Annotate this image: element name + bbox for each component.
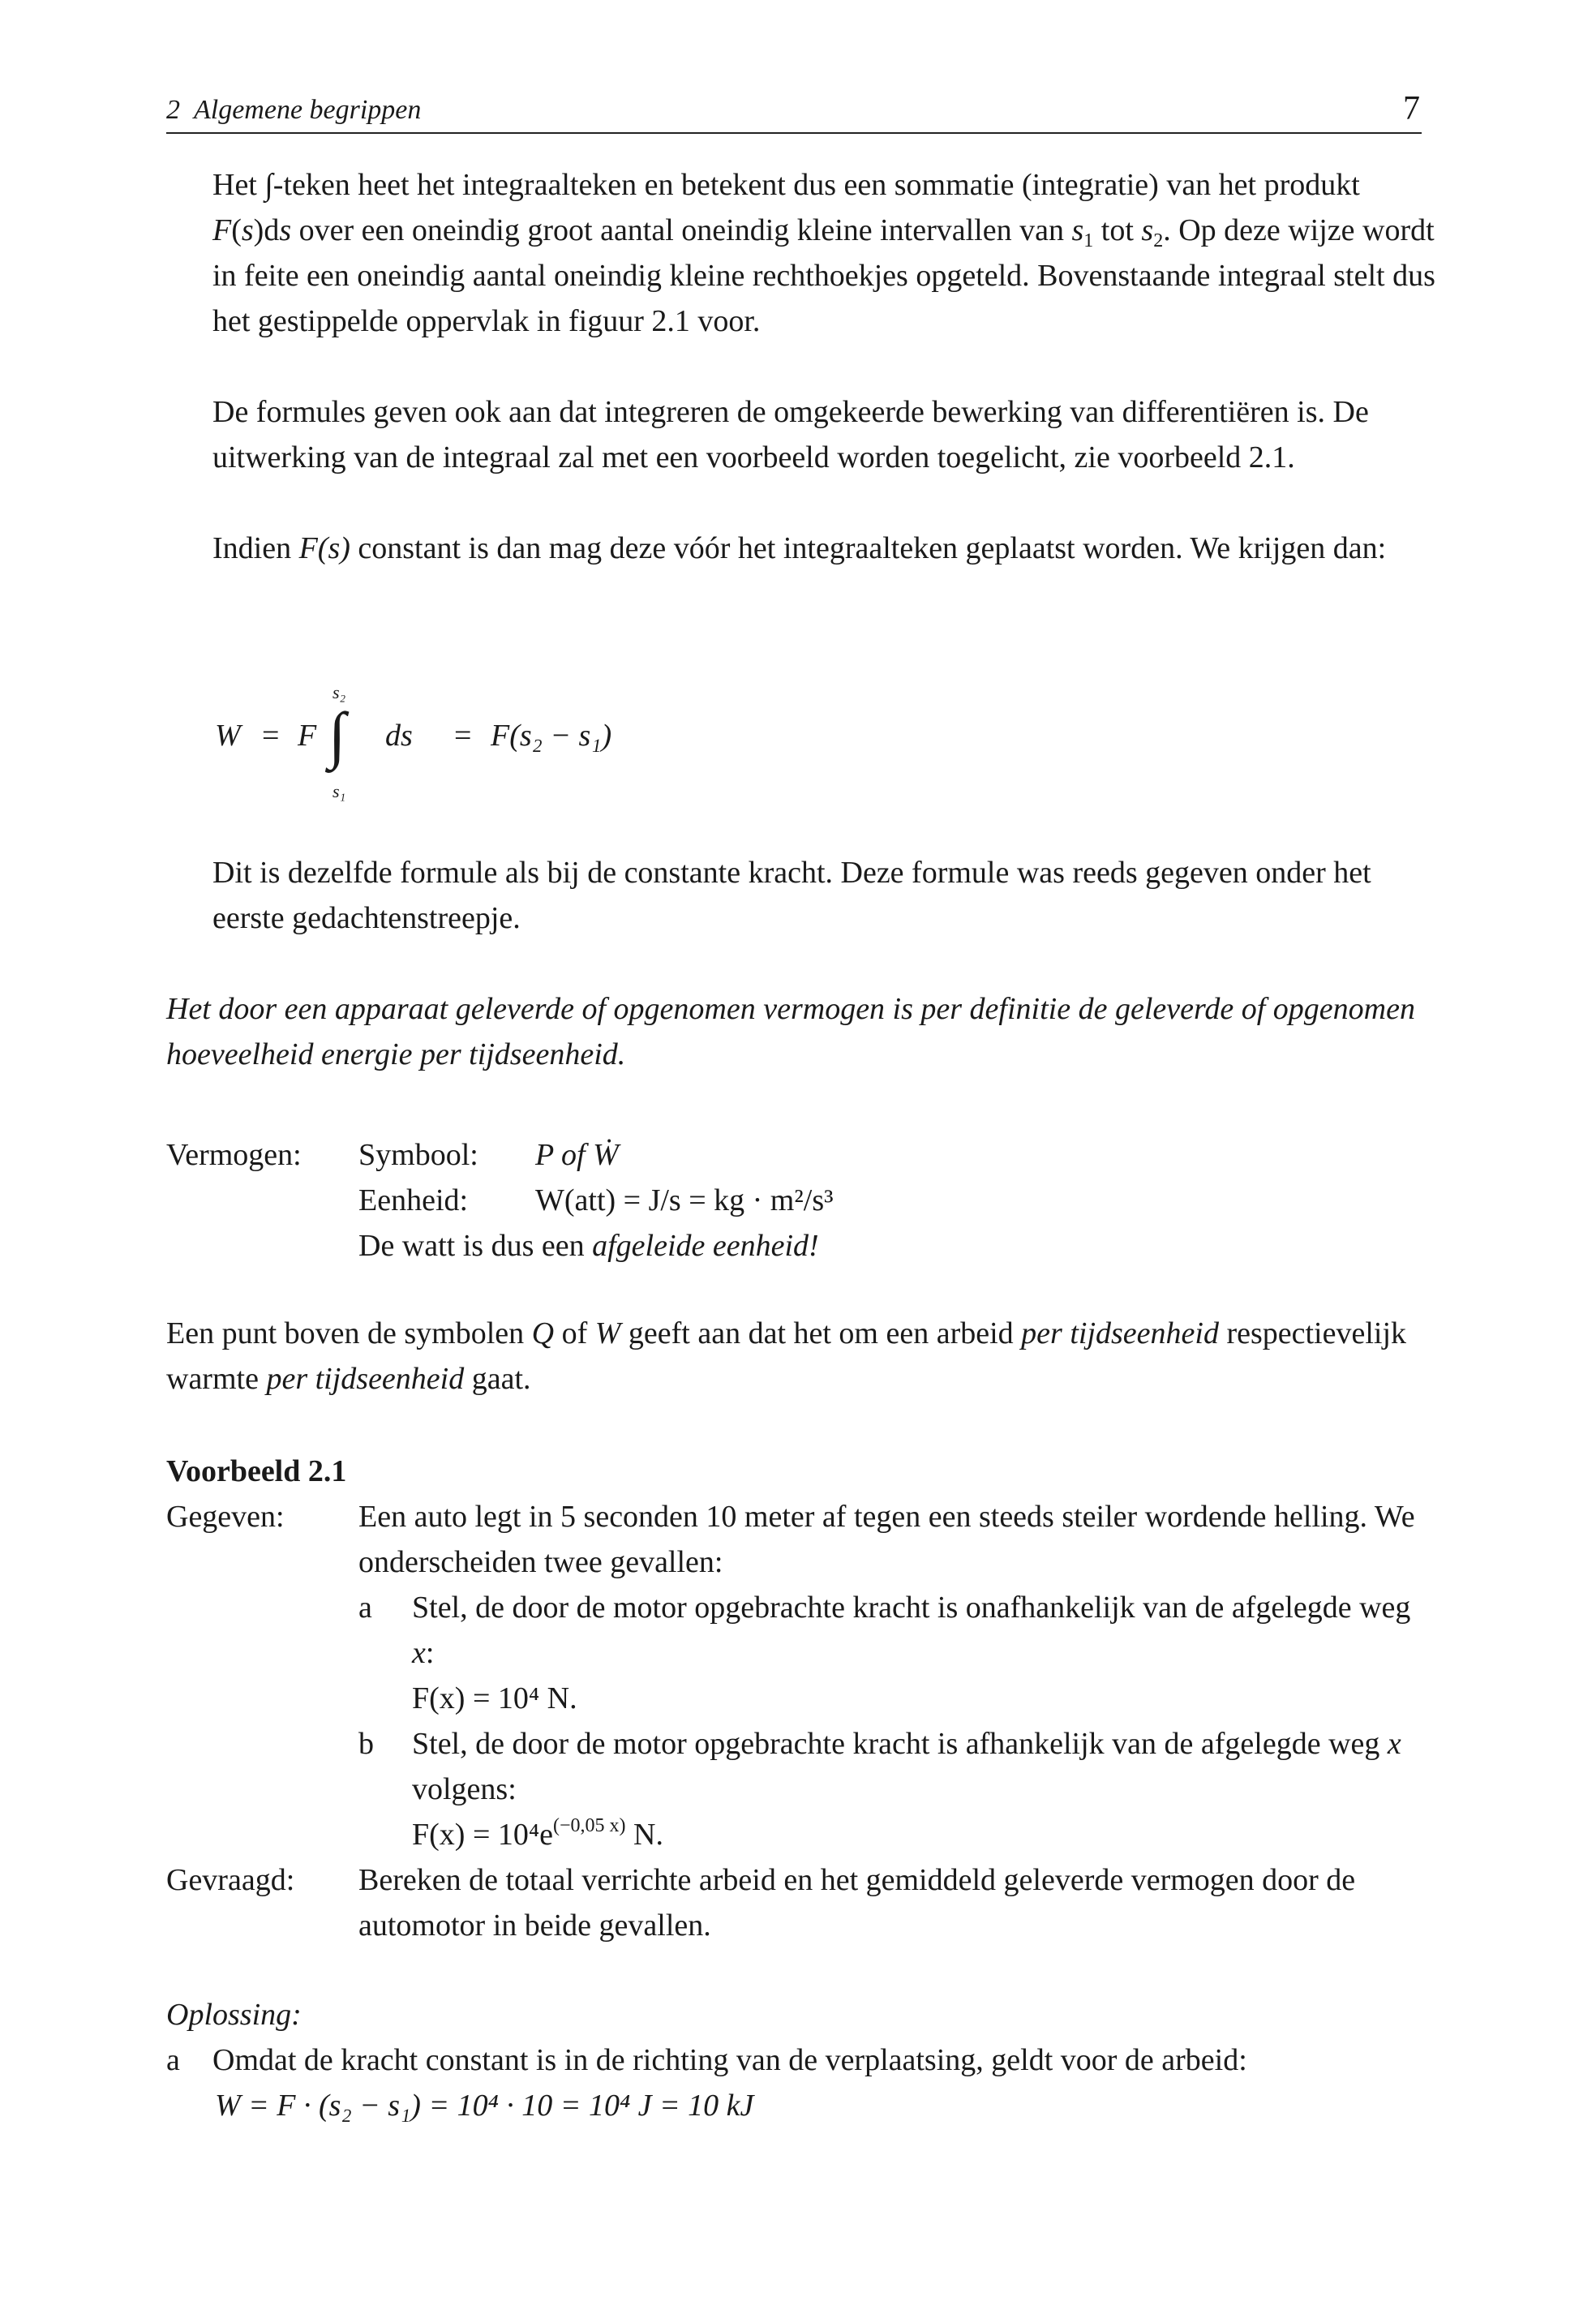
example-title: Voorbeeld 2.1 bbox=[166, 1454, 347, 1488]
paragraph-integral-sign: Het ∫-teken heet het integraalteken en betekent dus een sommatie (integratie) van het produkt F(s)ds over een oneindig groot aantal oneindig kleine intervallen van $s_1$ tot $s_2$. Op deze wijze wordt in feite een oneindig aantal oneindig kleine rechthoekjes opgeteld. Bovenstaande integraal stelt dus het gestippelde oppervlak in figuur 2.1 voor. bbox=[212, 168, 1435, 338]
paragraph-dot-notation: Een punt boven de symbolen Q of W geeft aan dat het om een arbeid per tijdseenheid respectievelijk warmte per tijdseenheid gaat. bbox=[166, 1316, 1407, 1396]
formula-work-integral: W = F s₂ ∫ s₁ ds = F(s₂ − s₁) bbox=[215, 682, 612, 801]
solution-a-letter: a bbox=[166, 2043, 180, 2077]
header-rule bbox=[166, 132, 1422, 134]
paragraph-same-formula: Dit is dezelfde formule als bij de constante kracht. Deze formule was reeds gegeven onder het eerste gedachtenstreepje. bbox=[212, 856, 1371, 935]
asked-text: Bereken de totaal verrichte arbeid en het gemiddeld geleverde vermogen door de automotor in beide gevallen. bbox=[358, 1863, 1356, 1943]
solution-a-formula: W = F · (s₂ − s₁) = 10⁴ · 10 = 10⁴ J = 10 kJ bbox=[215, 2089, 754, 2123]
case-a-text: Stel, de door de motor opgebrachte kracht is onafhankelijk van de afgelegde weg x: bbox=[412, 1591, 1411, 1670]
integral-sign-icon: ∫ bbox=[328, 699, 346, 770]
symbol-label: Symbool: bbox=[358, 1138, 478, 1172]
chapter-title: Algemene begrippen bbox=[194, 95, 422, 125]
solution-title: Oplossing: bbox=[166, 1998, 302, 2032]
integral-lower-limit: s₁ bbox=[332, 781, 346, 801]
case-a-formula: F(x) = 10⁴ N. bbox=[412, 1681, 577, 1715]
asked-label: Gevraagd: bbox=[166, 1863, 295, 1897]
vermogen-label: Vermogen: bbox=[166, 1138, 302, 1172]
case-b-formula: $F(x) = 10^4e^{(-0,05 x)}$ N. bbox=[412, 1815, 663, 1852]
page-number: 7 bbox=[1403, 90, 1420, 127]
chapter-number: 2 bbox=[166, 95, 180, 125]
given-label: Gegeven: bbox=[166, 1500, 285, 1534]
unit-label: Eenheid: bbox=[358, 1183, 469, 1217]
unit-value: W(att) = J/s = kg · m²/s³ bbox=[535, 1183, 834, 1217]
paragraph-constant-force: Indien F(s) constant is dan mag deze vóór het integraalteken geplaatst worden. We krijgen dan: bbox=[212, 531, 1387, 565]
case-b-text: Stel, de door de motor opgebrachte kracht is afhankelijk van de afgelegde weg x volgens: bbox=[412, 1727, 1401, 1806]
symbol-value: P of Ẇ bbox=[535, 1138, 619, 1172]
given-text: Een auto legt in 5 seconden 10 meter af tegen een steeds steiler wordende helling. We onderscheiden twee gevallen: bbox=[358, 1500, 1415, 1579]
watt-note: De watt is dus een afgeleide eenheid! bbox=[358, 1229, 819, 1263]
paragraph-differentiate: De formules geven ook aan dat integreren de omgekeerde bewerking van differentiëren is. De uitwerking van de integraal zal met een voorbeeld worden toegelicht, zie voorbeeld 2.1. bbox=[212, 395, 1369, 474]
case-b-letter: b bbox=[358, 1727, 374, 1761]
case-a-letter: a bbox=[358, 1591, 372, 1625]
solution-a-text: Omdat de kracht constant is in de richting van de verplaatsing, geldt voor de arbeid: bbox=[212, 2043, 1247, 2077]
definition-power: Het door een apparaat geleverde of opgenomen vermogen is per definitie de geleverde of opgenomen hoeveelheid energie per tijdseenheid. bbox=[166, 992, 1415, 1071]
integral-upper-limit: s₂ bbox=[332, 682, 346, 702]
integral-sign-icon: ∫ bbox=[264, 168, 273, 202]
running-header bbox=[166, 88, 421, 133]
